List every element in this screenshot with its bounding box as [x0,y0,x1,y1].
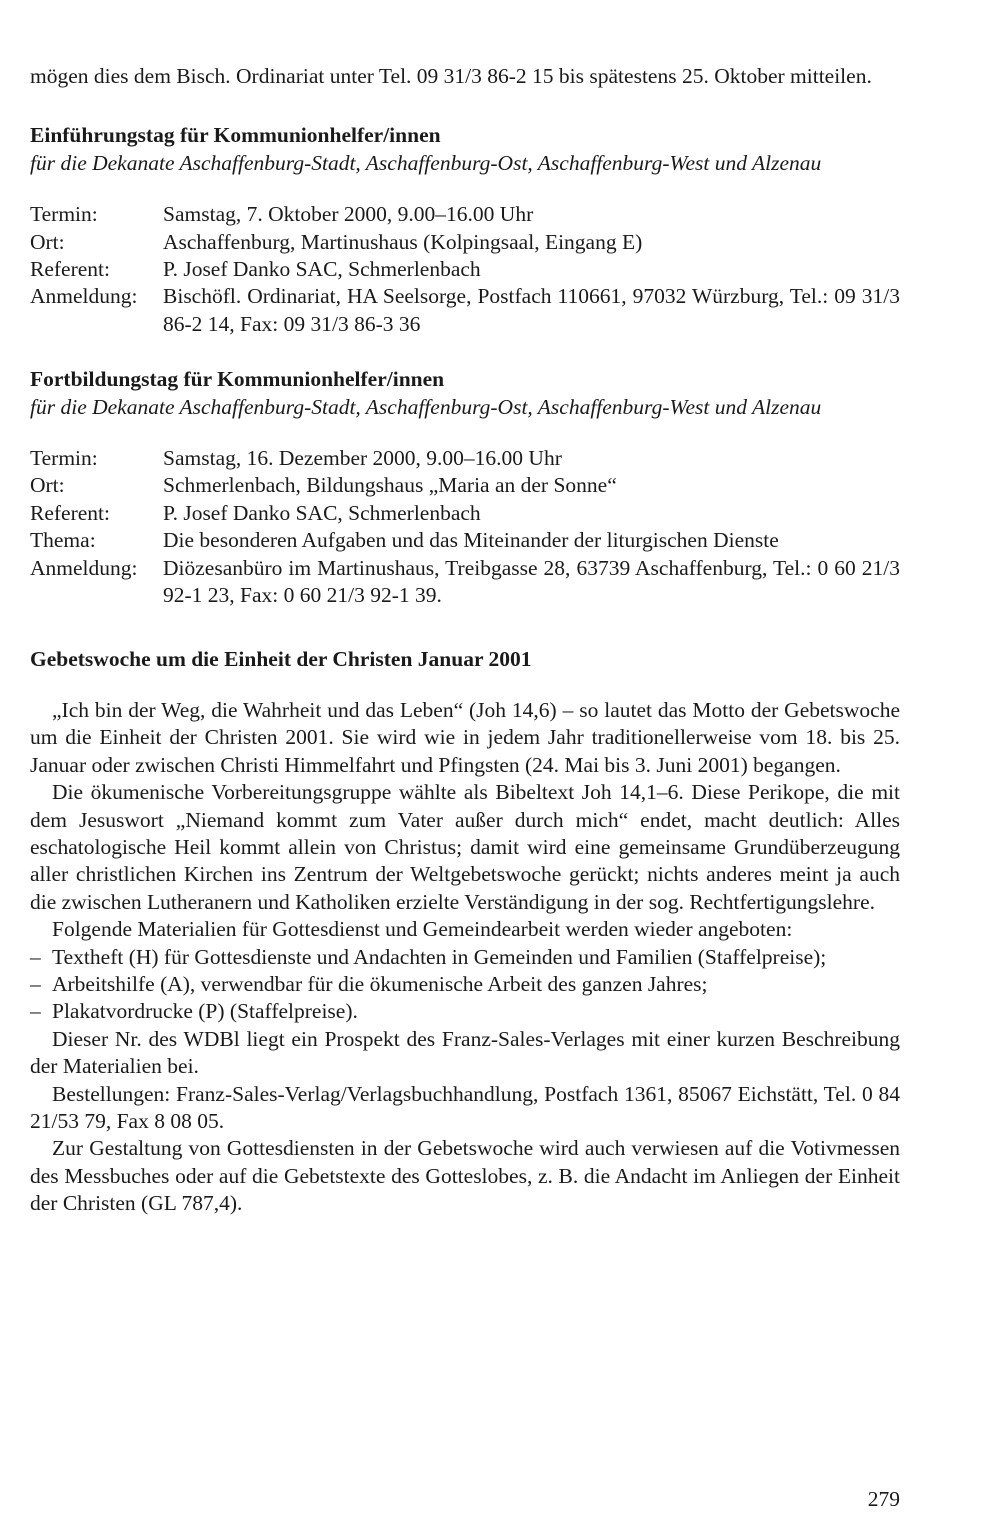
info-row [30,555,900,610]
body-paragraph: Zur Gestaltung von Gottesdiensten in der Gebetswoche wird auch verwiesen auf die Votivmessen des Messbuches oder auf die Gebetstexte des Gotteslobes, z. B. die Andacht im Anliegen der Einheit der Christen (GL 787,4). [30,1136,900,1216]
info-row [30,500,900,527]
body-paragraph: Die ökumenische Vorbereitungsgruppe wählte als Bibeltext Joh 14,1–6. Diese Perikope, die mit dem Jesuswort „Niemand kommt zum Vater außer durch mich“ endet, macht deutlich: Alles eschatologische Heil kommt allein von Christus; damit wird eine gemeinsame Grundüberzeugung aller christlichen Kirchen ins Zentrum der Weltgebetswoche gerückt; nichts anderes meint ja auch die zwischen Lutheranern und Katholiken erzielte Verständigung in der sog. Rechtfertigungslehre. [30,780,900,914]
section-fortbildungstag [30,366,900,609]
info-value: Aschaffenburg, Martinushaus (Kolpingsaal, Eingang E) [163,229,643,254]
info-row [30,445,900,472]
info-row [30,201,900,228]
info-value: P. Josef Danko SAC, Schmerlenbach [163,257,481,282]
materials-list [30,944,900,1026]
section-subtitle: für die Dekanate Aschaffenburg-Stadt, Aschaffenburg-Ost, Aschaffenburg-West und Alzenau [30,394,822,419]
info-label: Referent: [30,500,110,525]
info-row [30,527,900,554]
info-label: Termin: [30,202,98,227]
section-gebetswoche [30,646,900,1218]
section-subtitle: für die Dekanate Aschaffenburg-Stadt, Aschaffenburg-Ost, Aschaffenburg-West und Alzenau [30,150,822,175]
info-table [30,445,900,609]
info-row [30,283,900,338]
body-paragraph: Dieser Nr. des WDBl liegt ein Prospekt des Franz-Sales-Verlages mit einer kurzen Beschreibung der Materialien bei. [30,1026,900,1079]
info-value: Die besonderen Aufgaben und das Miteinander der liturgischen Dienste [163,528,779,553]
info-label: Anmeldung: [30,284,138,309]
text-column [30,63,900,1218]
info-row [30,472,900,499]
section-title: Gebetswoche um die Einheit der Christen Januar 2001 [30,646,532,671]
info-label: Ort: [30,229,65,254]
body-paragraph: „Ich bin der Weg, die Wahrheit und das Leben“ (Joh 14,6) – so lautet das Motto der Gebetswoche um die Einheit der Christen 2001. Sie wird wie in jedem Jahr traditionellerweise vom 18. bis 25. Januar oder zwischen Christi Himmelfahrt und Pfingsten (24. Mai bis 3. Juni 2001) begangen. [30,697,900,777]
page-number: 279 [867,1487,900,1511]
intro-paragraph: mögen dies dem Bisch. Ordinariat unter Tel. 09 31/3 86-2 15 bis spätestens 25. Oktober mitteilen. [30,64,872,88]
list-item: – Textheft (H) für Gottesdienste und Andachten in Gemeinden und Familien (Staffelpreise); [30,944,900,971]
section-title: Fortbildungstag für Kommunionhelfer/innen [30,367,445,392]
info-value: Schmerlenbach, Bildungshaus „Maria an der Sonne“ [163,473,617,498]
info-value: Bischöfl. Ordinariat, HA Seelsorge, Postfach 110661, 97032 Würzburg, Tel.: 09 31/3 86-2 14, Fax: 09 31/3 86-3 36 [163,284,900,336]
section-einfuehrungstag [30,122,900,338]
info-value: Samstag, 16. Dezember 2000, 9.00–16.00 Uhr [163,446,562,471]
list-item: – Plakatvordrucke (P) (Staffelpreise). [30,998,900,1025]
info-value: Diözesanbüro im Martinushaus, Treibgasse 28, 63739 Aschaffenburg, Tel.: 0 60 21/3 92-1 23, Fax: 0 60 21/3 92-1 39. [163,555,900,608]
info-label: Ort: [30,473,65,498]
info-label: Anmeldung: [30,555,138,580]
info-value: P. Josef Danko SAC, Schmerlenbach [163,500,481,525]
info-label: Referent: [30,257,110,282]
info-row [30,229,900,256]
info-label: Thema: [30,528,96,553]
info-row [30,256,900,283]
body-paragraph: Bestellungen: Franz-Sales-Verlag/Verlagsbuchhandlung, Postfach 1361, 85067 Eichstätt, Tel. 0 84 21/53 79, Fax 8 08 05. [30,1081,900,1133]
info-value: Samstag, 7. Oktober 2000, 9.00–16.00 Uhr [163,202,534,227]
section-title: Einführungstag für Kommunionhelfer/innen [30,123,441,148]
body-paragraph: Folgende Materialien für Gottesdienst und Gemeindearbeit werden wieder angeboten: [52,917,793,942]
list-item: – Arbeitshilfe (A), verwendbar für die ökumenische Arbeit des ganzen Jahres; [30,971,900,998]
info-label: Termin: [30,446,98,471]
info-table [30,201,900,338]
